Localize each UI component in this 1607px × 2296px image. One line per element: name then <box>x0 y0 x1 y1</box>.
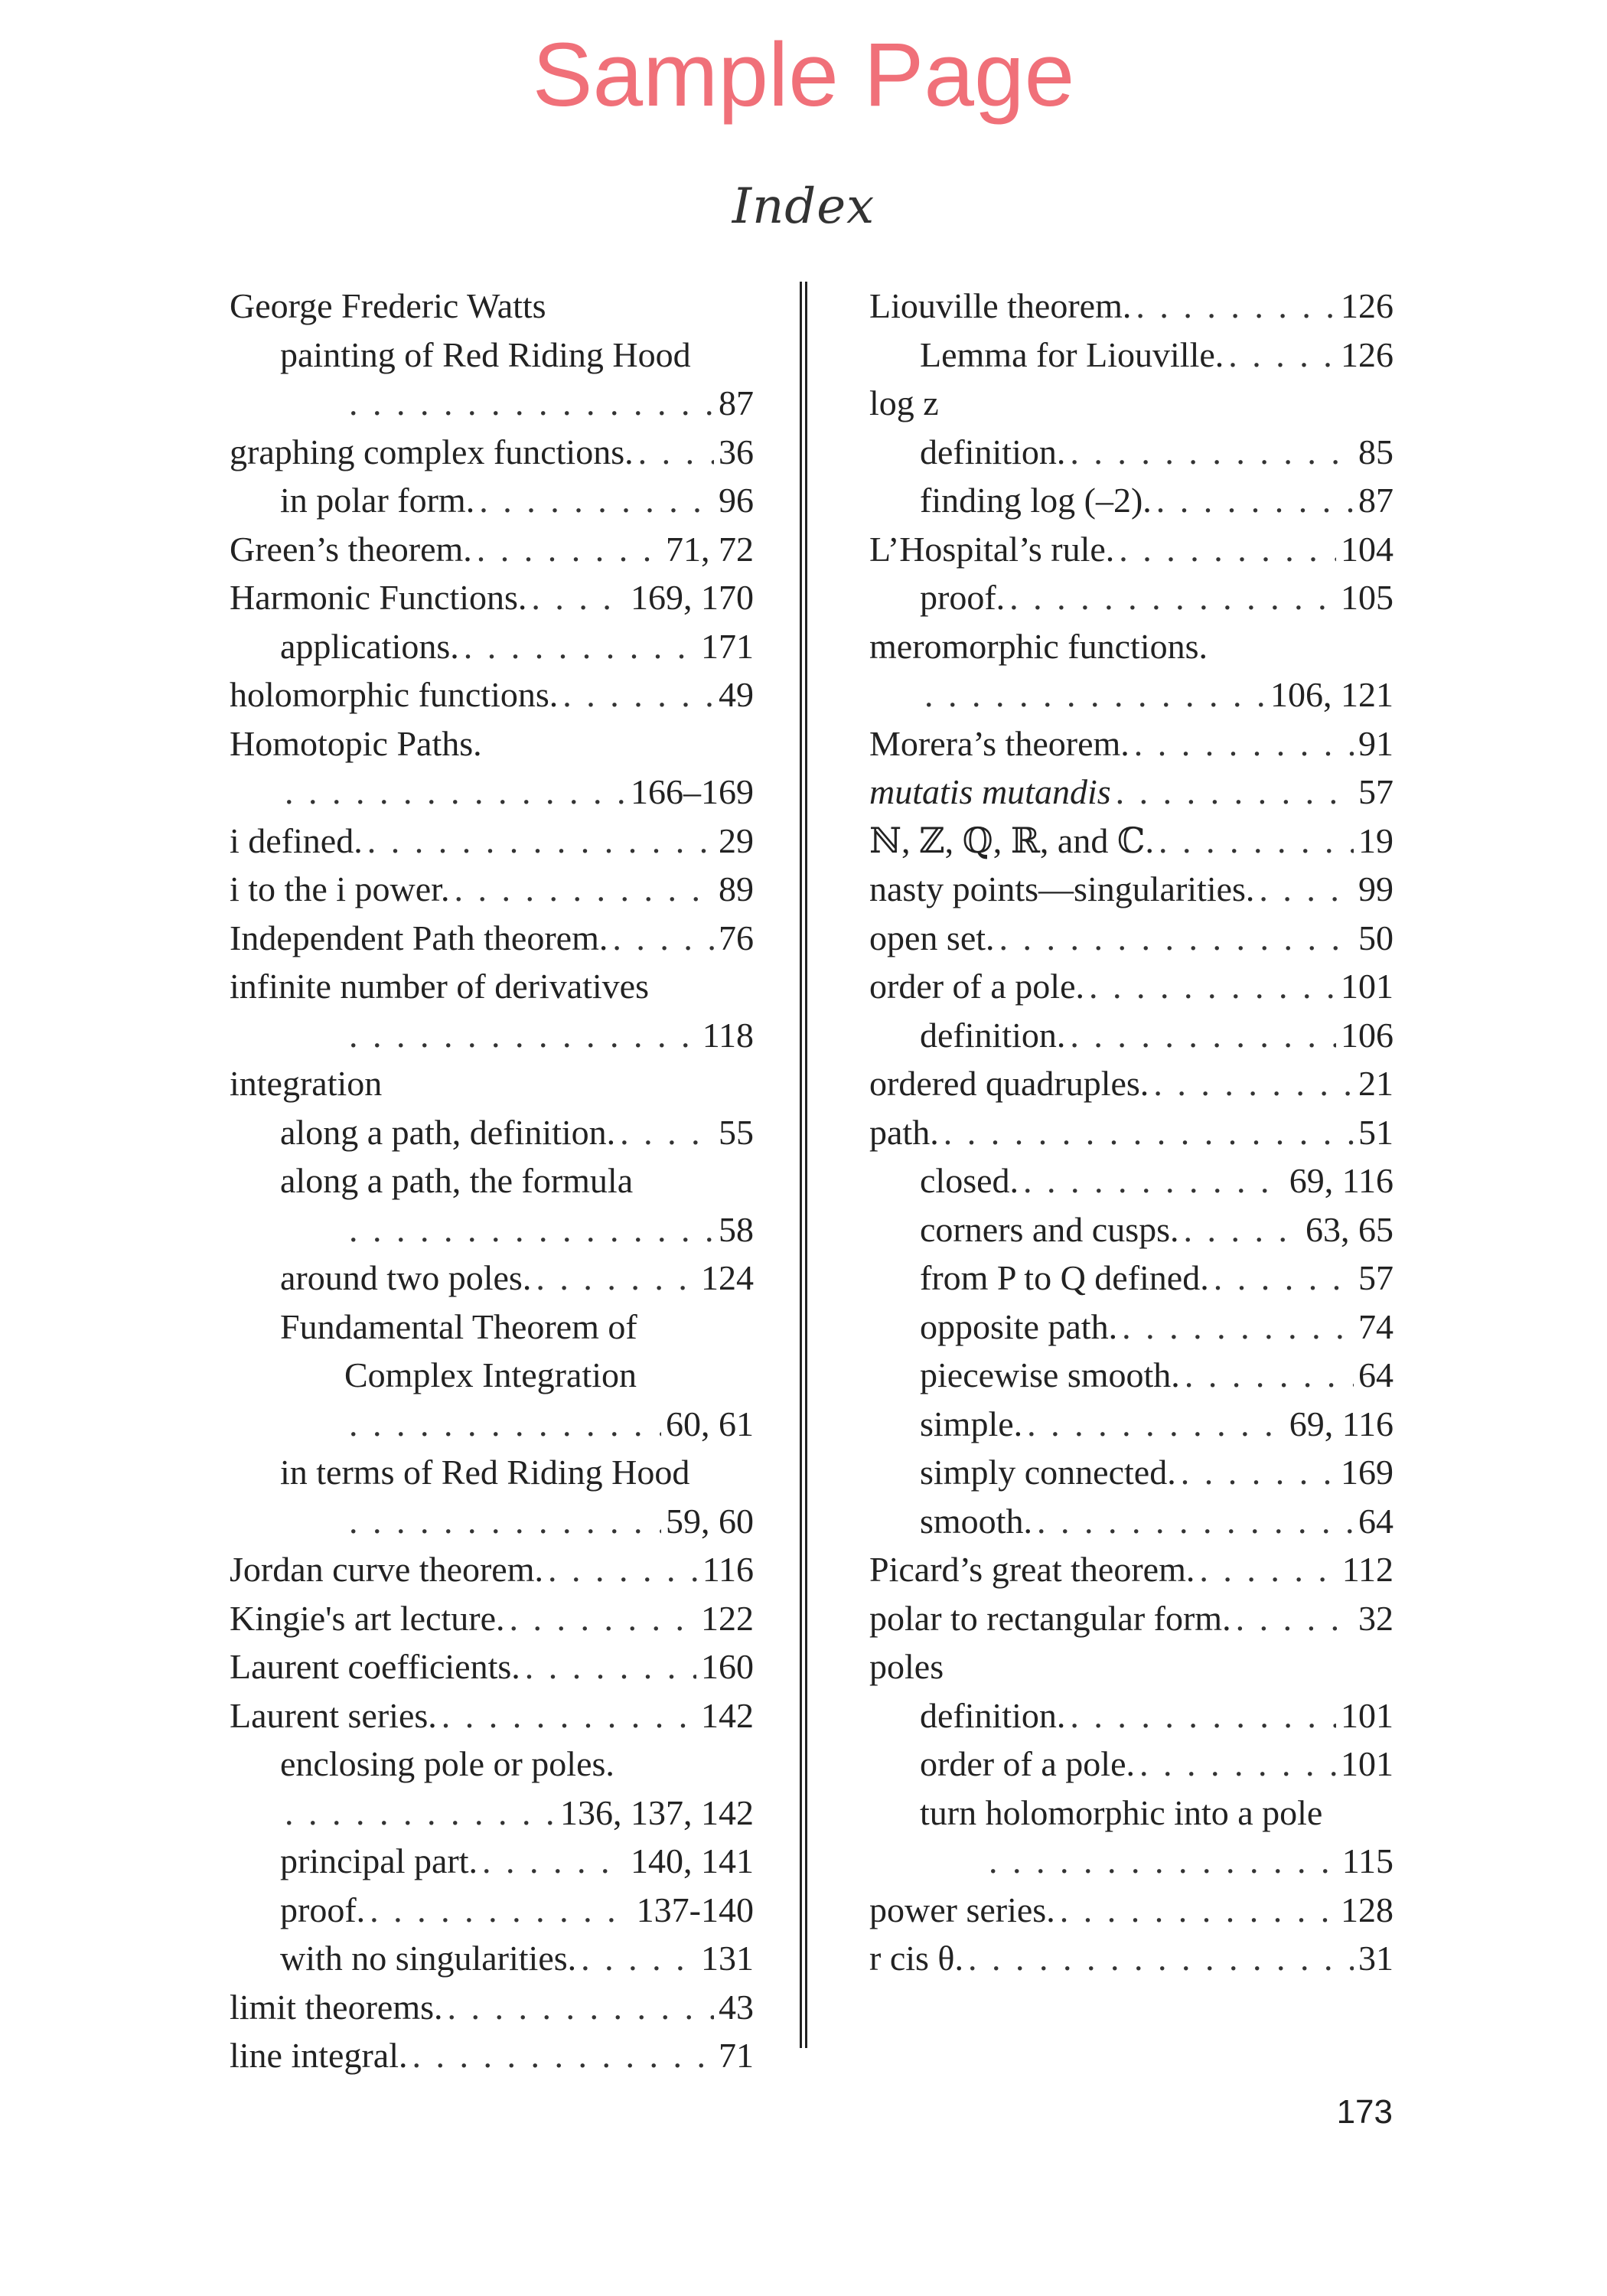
dot-leader <box>1116 768 1354 817</box>
index-term: mutatis mutandis <box>869 772 1111 811</box>
index-term: closed. <box>920 1161 1019 1200</box>
index-term: enclosing pole or poles. <box>280 1744 614 1783</box>
index-entry <box>869 1254 1393 1303</box>
dot-leader <box>1037 1497 1354 1546</box>
index-entry <box>230 865 754 914</box>
index-page-ref: 64 <box>1358 1501 1393 1541</box>
index-term: Complex Integration <box>344 1355 637 1394</box>
index-page-ref: 101 <box>1341 967 1393 1006</box>
index-page-ref: 112 <box>1341 1550 1393 1589</box>
index-page-ref: 32 <box>1358 1598 1393 1638</box>
index-entry <box>869 1740 1393 1789</box>
index-entry <box>230 1497 754 1546</box>
index-entry <box>869 719 1393 768</box>
dot-leader <box>612 914 714 963</box>
dot-leader <box>548 1545 698 1594</box>
index-page-ref: 126 <box>1341 334 1393 374</box>
dot-leader <box>525 1642 696 1691</box>
index-entry <box>230 768 754 817</box>
index-entry <box>869 1497 1393 1546</box>
dot-leader <box>924 670 1266 719</box>
index-term: proof. <box>920 578 1006 617</box>
index-page-ref: 36 <box>719 432 754 471</box>
dot-leader <box>1134 719 1354 768</box>
index-page-ref: 89 <box>719 869 754 908</box>
index-page-ref: 115 <box>1341 1841 1393 1880</box>
index-entry <box>869 1108 1393 1157</box>
index-entry <box>230 1691 754 1740</box>
index-page-ref: 21 <box>1358 1064 1393 1103</box>
index-term: integration <box>230 1064 383 1103</box>
index-term: Lemma for Liouville. <box>920 334 1224 374</box>
index-term: in terms of Red Riding Hood <box>280 1453 690 1492</box>
index-entry <box>869 331 1393 380</box>
index-term: painting of Red Riding Hood <box>280 334 691 374</box>
index-entry <box>869 1837 1393 1886</box>
dot-leader <box>536 1254 696 1303</box>
index-page-ref: 29 <box>719 820 754 860</box>
dot-leader <box>1159 817 1354 866</box>
dot-leader <box>968 1934 1354 1983</box>
dot-leader <box>285 768 626 817</box>
index-entry <box>230 817 754 866</box>
index-term: around two poles. <box>280 1258 532 1297</box>
dot-leader <box>638 428 714 477</box>
index-term: open set. <box>869 918 995 957</box>
index-term: line integral. <box>230 2036 408 2075</box>
index-entry <box>230 962 754 1011</box>
index-entry <box>869 1789 1393 1838</box>
index-term: finding log (–2). <box>920 481 1152 520</box>
index-entry <box>869 282 1393 331</box>
dot-leader <box>454 865 714 914</box>
index-page-ref: 118 <box>702 1015 754 1055</box>
index-entry <box>869 768 1393 817</box>
index-entry <box>230 428 754 477</box>
index-heading: Index <box>732 178 875 235</box>
index-page-ref: 71, 72 <box>666 529 754 569</box>
index-entry <box>230 1011 754 1060</box>
index-entry <box>869 379 1393 428</box>
dot-leader <box>1136 282 1336 331</box>
index-term: poles <box>869 1647 944 1686</box>
dot-leader <box>1119 525 1336 574</box>
index-entry <box>869 1303 1393 1352</box>
dot-leader <box>562 670 714 719</box>
index-term: definition. <box>920 1695 1066 1735</box>
index-page-ref: 171 <box>701 626 754 666</box>
index-term: ℕ, ℤ, ℚ, ℝ, and ℂ. <box>869 820 1154 860</box>
index-entry <box>230 719 754 768</box>
dot-leader <box>1139 1740 1336 1789</box>
index-entry <box>230 1934 754 1983</box>
index-entry <box>230 622 754 671</box>
index-term: in polar form. <box>280 481 475 520</box>
index-page-ref: 99 <box>1358 869 1393 908</box>
dot-leader <box>989 1837 1338 1886</box>
index-page-ref: 64 <box>1358 1355 1393 1394</box>
index-page-ref: 160 <box>701 1647 754 1686</box>
index-entry <box>230 1545 754 1594</box>
sample-page-watermark: Sample Page <box>532 24 1075 126</box>
index-page-ref: 140, 141 <box>631 1841 754 1880</box>
index-entry <box>869 573 1393 622</box>
index-entry <box>230 1108 754 1157</box>
index-page-ref: 131 <box>701 1939 754 1978</box>
dot-leader <box>1070 1011 1336 1060</box>
index-term: graphing complex functions. <box>230 432 634 471</box>
index-term: George Frederic Watts <box>230 286 546 325</box>
dot-leader <box>412 2031 714 2080</box>
index-term: log z <box>869 383 939 422</box>
index-entry <box>869 1691 1393 1740</box>
index-term: simply connected. <box>920 1453 1176 1492</box>
dot-leader <box>367 817 714 866</box>
index-entry <box>869 1934 1393 1983</box>
index-page-ref: 69, 116 <box>1289 1404 1393 1443</box>
index-page-ref: 59, 60 <box>666 1501 754 1541</box>
index-term: Liouville theorem. <box>869 286 1132 325</box>
index-page-ref: 136, 137, 142 <box>560 1792 754 1832</box>
dot-leader <box>999 914 1354 963</box>
index-entry <box>230 1400 754 1449</box>
index-entry <box>869 622 1393 671</box>
index-term: Homotopic Paths. <box>230 723 482 763</box>
index-term: i defined. <box>230 820 363 860</box>
index-term: with no singularities. <box>280 1939 577 1978</box>
index-term: L’Hospital’s rule. <box>869 529 1115 569</box>
index-page-ref: 76 <box>719 918 754 957</box>
dot-leader <box>1089 962 1336 1011</box>
index-entry <box>869 1059 1393 1108</box>
index-term: principal part. <box>280 1841 478 1880</box>
index-entry <box>869 1351 1393 1400</box>
index-term: order of a pole. <box>920 1744 1135 1783</box>
index-term: ordered quadruples. <box>869 1064 1149 1103</box>
dot-leader <box>1027 1400 1285 1449</box>
index-entry <box>230 525 754 574</box>
index-term: nasty points—singularities. <box>869 869 1255 908</box>
dot-leader <box>349 1205 714 1254</box>
dot-leader <box>349 1400 661 1449</box>
index-entry <box>230 573 754 622</box>
index-term: Fundamental Theorem of <box>280 1306 637 1346</box>
index-page-ref: 169 <box>1341 1453 1393 1492</box>
dot-leader <box>510 1594 696 1643</box>
column-divider <box>800 282 807 2048</box>
index-term: Jordan curve theorem. <box>230 1550 544 1589</box>
index-page-ref: 91 <box>1358 723 1393 763</box>
index-page-ref: 128 <box>1341 1890 1393 1929</box>
dot-leader <box>482 1837 626 1886</box>
dot-leader <box>349 379 714 428</box>
index-term: i to the i power. <box>230 869 450 908</box>
index-entry <box>869 1545 1393 1594</box>
index-term: meromorphic functions. <box>869 626 1208 666</box>
dot-leader <box>1023 1156 1285 1205</box>
index-term: Morera’s theorem. <box>869 723 1129 763</box>
dot-leader <box>1259 865 1354 914</box>
index-term: Independent Path theorem. <box>230 918 608 957</box>
index-page-ref: 137-140 <box>636 1890 754 1929</box>
index-page-ref: 63, 65 <box>1305 1209 1393 1249</box>
index-term: Harmonic Functions. <box>230 578 527 617</box>
index-entry <box>230 1351 754 1400</box>
index-entry <box>230 1205 754 1254</box>
index-entry <box>869 1448 1393 1497</box>
index-entry <box>230 1740 754 1789</box>
dot-leader <box>944 1108 1354 1157</box>
index-page-ref: 126 <box>1341 286 1393 325</box>
index-page-ref: 169, 170 <box>631 578 754 617</box>
index-term: corners and cusps. <box>920 1209 1179 1249</box>
index-entry <box>230 1789 754 1838</box>
index-entry <box>869 865 1393 914</box>
index-page-ref: 43 <box>719 1987 754 2027</box>
index-page-ref: 58 <box>719 1209 754 1249</box>
dot-leader <box>1156 476 1354 525</box>
index-entry <box>230 914 754 963</box>
dot-leader <box>581 1934 696 1983</box>
index-term: holomorphic functions. <box>230 675 559 714</box>
index-entry <box>869 476 1393 525</box>
dot-leader <box>477 525 661 574</box>
index-page-ref: 57 <box>1358 1258 1393 1297</box>
index-entry <box>230 1642 754 1691</box>
index-entry <box>869 1156 1393 1205</box>
dot-leader <box>1070 1691 1336 1740</box>
index-page-ref: 104 <box>1341 529 1393 569</box>
dot-leader <box>1184 1205 1301 1254</box>
index-term: polar to rectangular form. <box>869 1598 1231 1638</box>
index-entry <box>869 1594 1393 1643</box>
index-page-ref: 50 <box>1358 918 1393 957</box>
index-page-ref: 69, 116 <box>1289 1161 1393 1200</box>
index-page-ref: 85 <box>1358 432 1393 471</box>
index-column-left <box>230 282 754 2080</box>
index-entry <box>869 1642 1393 1691</box>
index-page-ref: 116 <box>702 1550 754 1589</box>
index-term: infinite number of derivatives <box>230 967 650 1006</box>
index-term: Laurent series. <box>230 1695 437 1735</box>
index-term: along a path, the formula <box>280 1161 634 1200</box>
index-page-ref: 19 <box>1358 820 1393 860</box>
index-entry <box>230 1059 754 1108</box>
index-term: path. <box>869 1112 939 1152</box>
page-number: 173 <box>1336 2093 1393 2131</box>
index-entry <box>869 817 1393 866</box>
index-entry <box>869 428 1393 477</box>
index-page-ref: 101 <box>1341 1695 1393 1735</box>
index-page-ref: 106 <box>1341 1015 1393 1055</box>
index-page-ref: 49 <box>719 675 754 714</box>
index-page-ref: 31 <box>1358 1939 1393 1978</box>
index-page-ref: 142 <box>701 1695 754 1735</box>
index-entry <box>869 914 1393 963</box>
index-page-ref: 74 <box>1358 1306 1393 1346</box>
dot-leader <box>531 573 626 622</box>
index-page-ref: 124 <box>701 1258 754 1297</box>
index-term: from P to Q defined. <box>920 1258 1209 1297</box>
index-entry <box>869 670 1393 719</box>
index-entry <box>869 1205 1393 1254</box>
index-entry <box>230 1303 754 1352</box>
index-entry <box>230 1156 754 1205</box>
dot-leader <box>1185 1351 1354 1400</box>
dot-leader <box>349 1011 698 1060</box>
index-entry <box>230 331 754 380</box>
index-term: power series. <box>869 1890 1055 1929</box>
index-page-ref: 105 <box>1341 578 1393 617</box>
index-term: Green’s theorem. <box>230 529 472 569</box>
dot-leader <box>479 476 714 525</box>
dot-leader <box>620 1108 714 1157</box>
index-entry <box>230 2031 754 2080</box>
index-page-ref: 122 <box>701 1598 754 1638</box>
index-page-ref: 87 <box>719 383 754 422</box>
index-page-ref: 96 <box>719 481 754 520</box>
index-term: smooth. <box>920 1501 1032 1541</box>
dot-leader <box>370 1886 632 1935</box>
index-term: Kingie's art lecture. <box>230 1598 505 1638</box>
dot-leader <box>285 1789 556 1838</box>
dot-leader <box>1236 1594 1354 1643</box>
index-term: turn holomorphic into a pole <box>920 1792 1323 1832</box>
dot-leader <box>349 1497 661 1546</box>
dot-leader <box>1070 428 1354 477</box>
dot-leader <box>1199 1545 1337 1594</box>
index-term: limit theorems. <box>230 1987 443 2027</box>
index-term: order of a pole. <box>869 967 1084 1006</box>
index-page-ref: 57 <box>1358 772 1393 811</box>
index-entry <box>230 282 754 331</box>
index-page-ref: 55 <box>719 1112 754 1152</box>
index-page-ref: 106, 121 <box>1270 675 1393 714</box>
index-page-ref: 166–169 <box>631 772 754 811</box>
index-entry <box>230 379 754 428</box>
index-term: opposite path. <box>920 1306 1118 1346</box>
index-term: applications. <box>280 626 459 666</box>
index-term: simple. <box>920 1404 1023 1443</box>
dot-leader <box>448 1983 714 2032</box>
index-entry <box>230 1837 754 1886</box>
dot-leader <box>1153 1059 1354 1108</box>
index-page-ref: 87 <box>1358 481 1393 520</box>
dot-leader <box>1009 573 1336 622</box>
index-entry <box>869 1011 1393 1060</box>
index-entry <box>869 1400 1393 1449</box>
dot-leader <box>1122 1303 1354 1352</box>
index-column-right <box>869 282 1393 1983</box>
index-page-ref: 71 <box>719 2036 754 2075</box>
index-entry <box>869 1886 1393 1935</box>
dot-leader <box>1060 1886 1336 1935</box>
index-term: definition. <box>920 432 1066 471</box>
dot-leader <box>464 622 696 671</box>
index-term: piecewise smooth. <box>920 1355 1180 1394</box>
index-entry <box>869 525 1393 574</box>
index-entry <box>230 1886 754 1935</box>
index-entry <box>230 1983 754 2032</box>
index-entry <box>230 476 754 525</box>
index-page-ref: 60, 61 <box>666 1404 754 1443</box>
index-term: definition. <box>920 1015 1066 1055</box>
index-page-ref: 51 <box>1358 1112 1393 1152</box>
index-entry <box>230 1594 754 1643</box>
index-entry <box>230 1448 754 1497</box>
dot-leader <box>1228 331 1336 380</box>
index-term: along a path, definition. <box>280 1112 616 1152</box>
index-term: Laurent coefficients. <box>230 1647 520 1686</box>
dot-leader <box>1214 1254 1354 1303</box>
index-entry <box>869 962 1393 1011</box>
index-entry <box>230 1254 754 1303</box>
index-term: Picard’s great theorem. <box>869 1550 1195 1589</box>
dot-leader <box>1181 1448 1336 1497</box>
dot-leader <box>442 1691 696 1740</box>
index-term: r cis θ. <box>869 1939 963 1978</box>
index-entry <box>230 670 754 719</box>
index-term: proof. <box>280 1890 366 1929</box>
index-page-ref: 101 <box>1341 1744 1393 1783</box>
